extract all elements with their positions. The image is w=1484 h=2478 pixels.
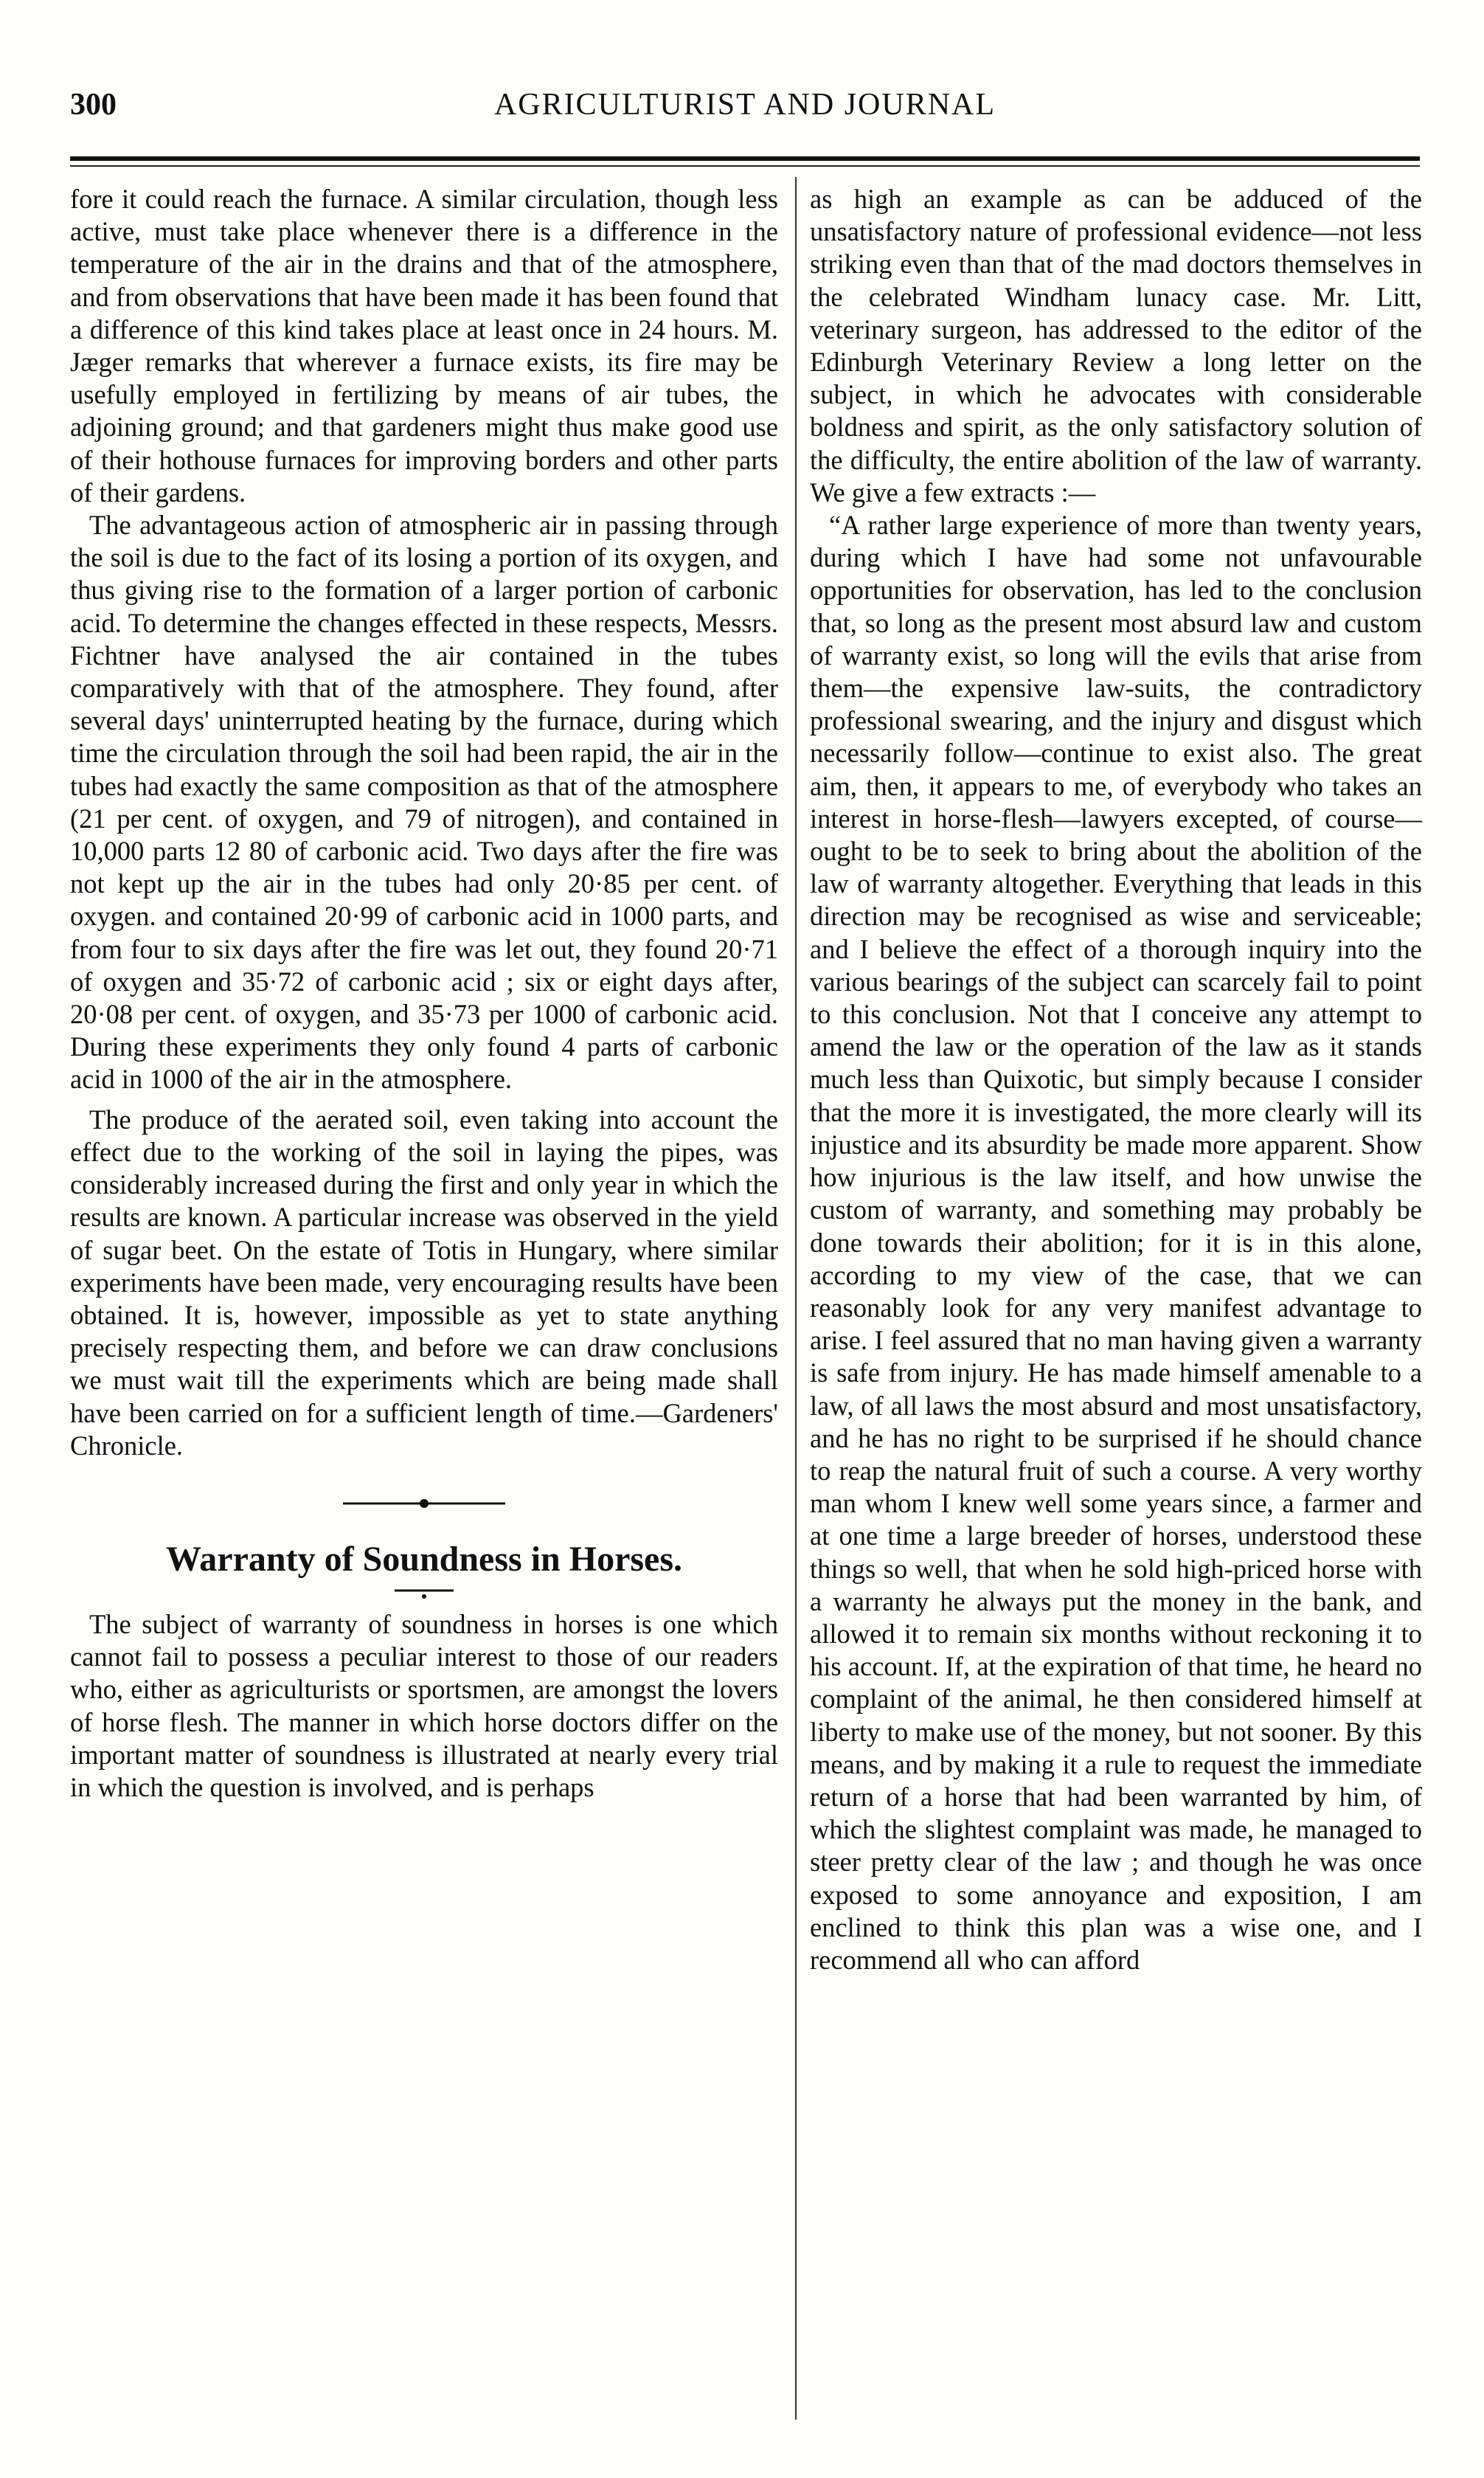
header-rule-thick: [70, 156, 1420, 161]
section-divider-ornament: [70, 1481, 778, 1526]
page-header: [70, 87, 1420, 146]
left-paragraph-2: The advantageous action of atmospheric air in passing through the soil is due to the fact of its losing a portion of its oxygen, and thus giving rise to the formation of a larger portion of carbonic acid. To determine the changes effected in these respects, Messrs. Fichtner have analysed the air contained in the tubes comparatively with that of the atmosphere. They found, after several days' uninterrupted heating by the furnace, during which time the circulation through the soil had been rapid, the air in the tubes had exactly the same composition as that of the atmosphere (21 per cent. of oxygen, and 79 of nitrogen), and contained in 10,000 parts 12 80 of carbonic acid. Two days after the fire was not kept up the air in the tubes had only 20·85 per cent. of oxygen. and contained 20·99 of carbonic acid in 1000 parts, and from four to six days after the fire was let out, they found 20·71 of oxygen and 35·72 of carbonic acid ; six or eight days after, 20·08 per cent. of oxygen, and 35·73 per 1000 of carbonic acid. During these experiments they only found 4 parts of carbonic acid in 1000 of the air in the atmosphere.: [70, 510, 778, 1095]
running-title: AGRICULTURIST AND JOURNAL: [493, 88, 996, 122]
article-heading: Warranty of Soundness in Horses.: [165, 1539, 683, 1579]
column-divider: [795, 177, 797, 2420]
article-paragraph: The subject of warranty of soundness in horses is one which cannot fail to possess a peculiar interest to those of our readers who, either as agriculturists or sportsmen, are amongst the lovers of horse flesh. The manner in which horse doctors differ on the important matter of soundness is illustrated at nearly every trial in which the question is involved, and is perhaps: [70, 1608, 778, 1802]
right-paragraph-2: “A rather large experience of more than twenty years, during which I have had some not unfavourable opportunities for observation, has led to the conclusion that, so long as the present most absurd law and custom of warranty exist, so long will the evils that arise from them—the expensive law-suits, the contradictory professional swearing, and the injury and disgust which necessarily follow—continue to exist also. The great aim, then, it appears to me, of everybody who takes an interest in horse-flesh—lawyers excepted, of course—ought to be to seek to bring about the abolition of the law of warranty altogether. Everything that leads in this direction may be recognised as wise and serviceable; and I believe the effect of a thorough inquiry into the various bearings of the subject can scarcely fail to point to this conclusion. Not that I conceive any attempt to amend the law or the operation of the law as it stands much less than Quixotic, but simply because I consider that the more it is investigated, the more clearly will its injustice and its absurdity be made more apparent. Show how injurious is the law itself, and how unwise the custom of warranty, and something may probably be done towards their abolition; for it is in this alone, according to my view of the case, that we can reasonably look for any very manifest advantage to arise. I feel assured that no man having given a warranty is safe from injury. He has made himself amenable to a law, of all laws the most absurd and most unsatisfactory, and he has no right to be surprised if he should chance to reap the natural fruit of such a course. A very worthy man whom I knew well some years since, a farmer and at one time a large breeder of horses, understood these things so well, that when he sold high-priced horse with a warranty he always put the money in the bank, and allowed it to remain six months without reckoning it to his account. If, at the expiration of that time, he heard no complaint of the animal, he then considered himself at liberty to make use of the money, but not sooner. By this means, and by making it a rule to request the immediate return of a horse that had been warranted by him, of which the slightest complaint was made, he managed to steer pretty clear of the law ; and though he was once exposed to some annoyance and exposition, I am enclined to think this plan was a wise one, and I recommend all who can afford: [810, 510, 1422, 1975]
heading-underline-ornament: [70, 1582, 778, 1604]
left-column: [70, 183, 778, 1804]
page-number: 300: [70, 88, 117, 122]
right-column: [810, 183, 1422, 1976]
left-paragraph-3: The produce of the aerated soil, even taking into account the effect due to the working of the soil in laying the pipes, was considerably increased during the first and only year in which the results are known. A particular increase was observed in the yield of sugar beet. On the estate of Totis in Hungary, where similar experiments have been made, very encouraging results have been obtained. It is, however, impossible as yet to state anything precisely respecting them, and before we can draw conclusions we must wait till the experiments which are being made shall have been carried on for a sufficient length of time.—Gardeners' Chronicle.: [70, 1104, 778, 1461]
header-rule-thin: [70, 165, 1420, 167]
right-paragraph-1: as high an example as can be adduced of the unsatisfactory nature of professional evidence—not less striking even than that of the mad doctors themselves in the celebrated Windham lunacy case. Mr. Litt, veterinary surgeon, has addressed to the editor of the Edinburgh Veterinary Review a long letter on the subject, in which he advocates with considerable boldness and spirit, as the only satisfactory solution of the difficulty, the entire abolition of the law of warranty. We give a few extracts :—: [810, 184, 1422, 508]
left-paragraph-1: fore it could reach the furnace. A similar circulation, though less active, must take place whenever there is a difference in the temperature of the air in the drains and that of the atmosphere, and from observations that have been made it has been found that a difference of this kind takes place at least once in 24 hours. M. Jæger remarks that wherever a furnace exists, its fire may be usefully employed in fertilizing by means of air tubes, the adjoining ground; and that gardeners might thus make good use of their hothouse furnaces for improving borders and other parts of their gardens.: [70, 184, 778, 508]
